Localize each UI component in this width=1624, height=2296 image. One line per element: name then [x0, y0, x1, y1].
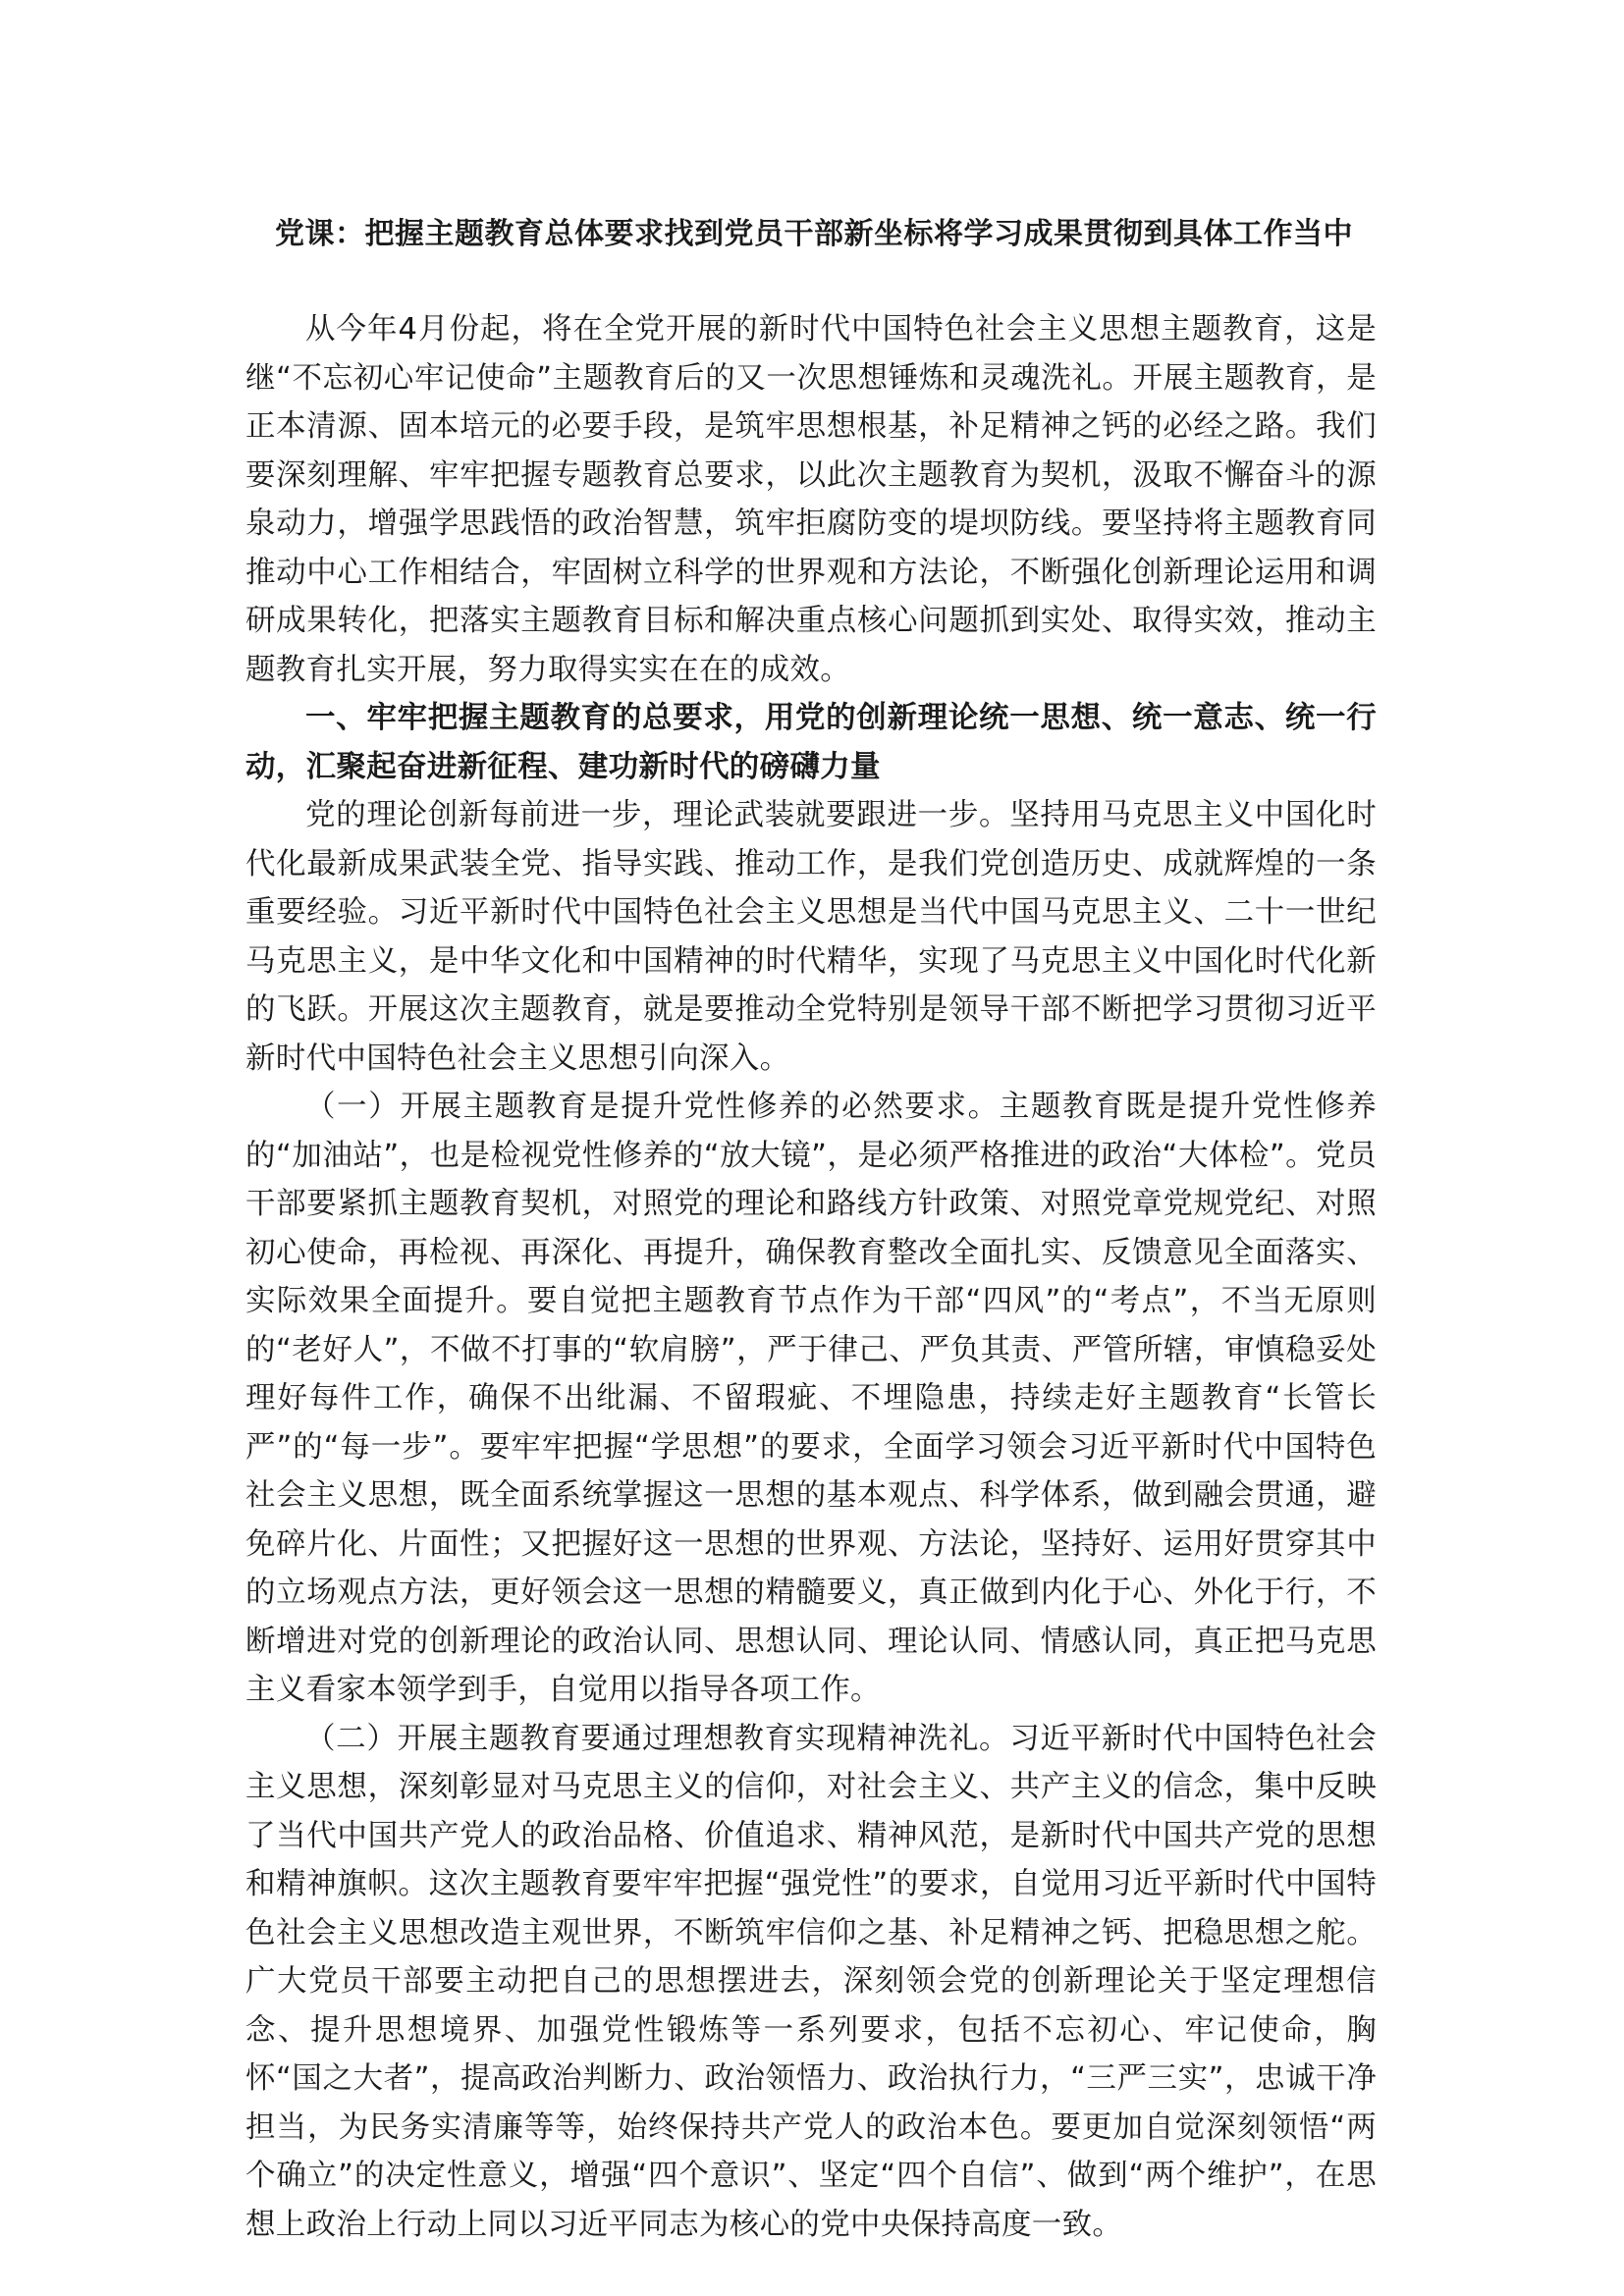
paragraph-intro: 从今年4月份起，将在全党开展的新时代中国特色社会主义思想主题教育，这是继“不忘初心牢记使命”主题教育后的又一次思想锤炼和灵魂洗礼。开展主题教育，是正本清源、固本培元的必要手段，是筑牢思想根基，补足精神之钙的必经之路。我们要深刻理解、牢牢把握专题教育总要求，以此次主题教育为契机，汲取不懈奋斗的源泉动力，增强学思践悟的政治智慧，筑牢拒腐防变的堤坝防线。要坚持将主题教育同推动中心工作相结合，牢固树立科学的世界观和方法论，不断强化创新理论运用和调研成果转化，把落实主题教育目标和解决重点核心问题抓到实处、取得实效，推动主题教育扎实开展，努力取得实实在在的成效。 [245, 312, 1377, 687]
paragraph-subsection-2: （二）开展主题教育要通过理想教育实现精神洗礼。习近平新时代中国特色社会主义思想，深刻彰显对马克思主义的信仰，对社会主义、共产主义的信念，集中反映了当代中国共产党人的政治品格、价值追求、精神风范，是新时代中国共产党的思想和精神旗帜。这次主题教育要牢牢把握“强党性”的要求，自觉用习近平新时代中国特色社会主义思想改造主观世界，不断筑牢信仰之基、补足精神之钙、把稳思想之舵。广大党员干部要主动把自己的思想摆进去，深刻领会党的创新理论关于坚定理想信念、提升思想境界、加强党性锻炼等一系列要求，包括不忘初心、牢记使命，胸怀“国之大者”，提高政治判断力、政治领悟力、政治执行力，“三严三实”，忠诚干净担当，为民务实清廉等等，始终保持共产党人的政治本色。要更加自觉深刻领悟“两个确立”的决定性意义，增强“四个意识”、坚定“四个自信”、做到“两个维护”，在思想上政治上行动上同以习近平同志为核心的党中央保持高度一致。 [245, 1721, 1377, 2242]
paragraph-subsection-1: （一）开展主题教育是提升党性修养的必然要求。主题教育既是提升党性修养的“加油站”，也是检视党性修养的“放大镜”，是必须严格推进的政治“大体检”。党员干部要紧抓主题教育契机，对照党的理论和路线方针政策、对照党章党规党纪、对照初心使命，再检视、再深化、再提升，确保教育整改全面扎实、反馈意见全面落实、实际效果全面提升。要自觉把主题教育节点作为干部“四风”的“考点”，不当无原则的“老好人”，不做不打事的“软肩膀”，严于律己、严负其责、严管所辖，审慎稳妥处理好每件工作，确保不出纰漏、不留瑕疵、不埋隐患，持续走好主题教育“长管长严”的“每一步”。要牢牢把握“学思想”的要求，全面学习领会习近平新时代中国特色社会主义思想，既全面系统掌握这一思想的基本观点、科学体系，做到融会贯通，避免碎片化、片面性；又把握好这一思想的世界观、方法论，坚持好、运用好贯穿其中的立场观点方法，更好领会这一思想的精髓要义，真正做到内化于心、外化于行，不断增进对党的创新理论的政治认同、思想认同、理论认同、情感认同，真正把马克思主义看家本领学到手，自觉用以指导各项工作。 [245, 1090, 1377, 1707]
paragraph-section-1-body: 党的理论创新每前进一步，理论武装就要跟进一步。坚持用马克思主义中国化时代化最新成果武装全党、指导实践、推动工作，是我们党创造历史、成就辉煌的一条重要经验。习近平新时代中国特色社会主义思想是当代中国马克思主义、二十一世纪马克思主义，是中华文化和中国精神的时代精华，实现了马克思主义中国化时代化新的飞跃。开展这次主题教育，就是要推动全党特别是领导干部不断把学习贯彻习近平新时代中国特色社会主义思想引向深入。 [245, 798, 1377, 1076]
document-page [245, 211, 1377, 2249]
section-heading-1: 一、牢牢把握主题教育的总要求，用党的创新理论统一思想、统一意志、统一行动，汇聚起奋进新征程、建功新时代的磅礴力量 [245, 701, 1377, 784]
document-title: 党课：把握主题教育总体要求找到党员干部新坐标将学习成果贯彻到具体工作当中 [275, 217, 1353, 251]
